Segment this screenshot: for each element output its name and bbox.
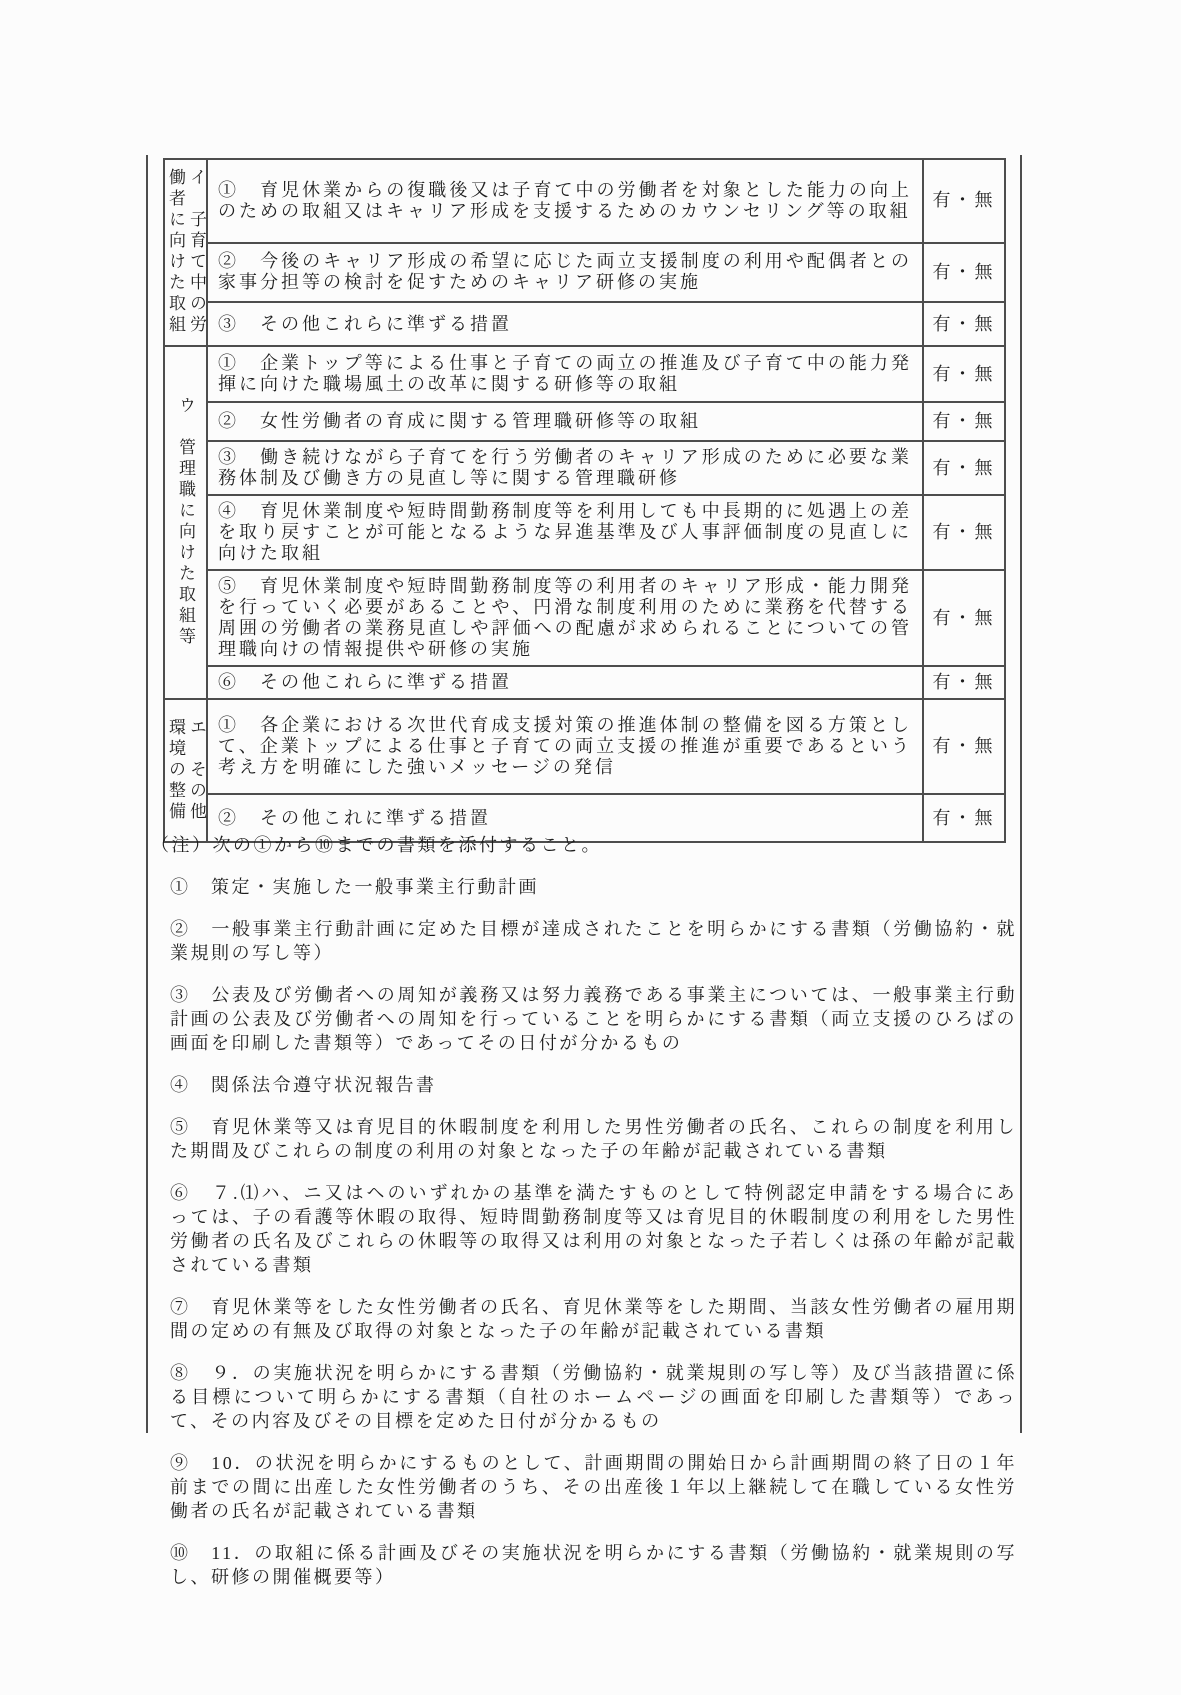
note-number: ⑤ xyxy=(170,1117,191,1137)
note-item xyxy=(170,1073,1017,1097)
note-number: ⑥ xyxy=(170,1183,191,1203)
section-label-line: 働者に向けた取組 xyxy=(166,168,185,336)
measure-text-cell xyxy=(207,346,923,402)
note-number: ④ xyxy=(170,1075,191,1095)
status-cell-yes-no: 有・無 xyxy=(923,794,1005,842)
measure-text-cell xyxy=(207,402,923,441)
table-row xyxy=(164,346,1005,402)
note-item xyxy=(170,917,1017,965)
measure-text-cell xyxy=(207,243,923,302)
item-number: ① xyxy=(218,715,240,735)
status-cell-yes-no: 有・無 xyxy=(923,570,1005,666)
note-text: 11．の取組に係る計画及びその実施状況を明らかにする書類（労働協約・就業規則の写し、研修の開催概要等） xyxy=(170,1543,1018,1587)
section-label-e xyxy=(164,699,207,842)
section-label-line: 環境の整備 xyxy=(166,717,185,823)
note-item xyxy=(170,1115,1017,1163)
note-text: ７.⑴ハ、ニ又はヘのいずれかの基準を満たすものとして特例認定申請をする場合にあっては、子の看護等休暇の取得、短時間勤務制度等又は育児目的休暇制度の利用をした男性労働者の氏名及びこれらの休暇等の取得又は利用の対象となった子若しくは孫の年齢が記載されている書類 xyxy=(170,1183,1017,1275)
table-row xyxy=(164,243,1005,302)
measure-text: 育児休業制度や短時間勤務制度等の利用者のキャリア形成・能力開発を行っていく必要があることや、円滑な制度利用のために業務を代替する周囲の労働者の業務見直しや評価への配慮が求められることについての管理職向けの情報提供や研修の実施 xyxy=(218,576,912,659)
note-text: 公表及び労働者への周知が義務又は努力義務である事業主については、一般事業主行動計画の公表及び労働者への周知を行っていることを明らかにする書類（両立支援のひろばの画面を印刷した書類等）であってその日付が分かるもの xyxy=(170,985,1017,1053)
note-item xyxy=(170,1361,1017,1433)
section-label-u xyxy=(164,346,207,699)
note-item xyxy=(170,875,1017,899)
item-number: ③ xyxy=(218,447,240,467)
measure-text: 企業トップ等による仕事と子育ての両立の推進及び子育て中の能力発揮に向けた職場風土の改革に関する研修等の取組 xyxy=(218,353,913,394)
item-number: ② xyxy=(218,807,239,828)
note-text: 育児休業等をした女性労働者の氏名、育児休業等をした期間、当該女性労働者の雇用期間の定めの有無及び取得の対象となった子の年齢が記載されている書類 xyxy=(170,1297,1018,1341)
section-label-u-vertical-text xyxy=(175,396,196,648)
table-row xyxy=(164,699,1005,794)
note-number: ② xyxy=(170,919,191,939)
status-cell-yes-no: 有・無 xyxy=(923,495,1005,570)
measure-text-cell xyxy=(207,570,923,666)
table-row xyxy=(164,402,1005,441)
measure-text-cell xyxy=(207,495,923,570)
table-row xyxy=(164,441,1005,495)
measure-text: 育児休業制度や短時間勤務制度等を利用しても中長期的に処遇上の差を取り戻すことが可能となるような昇進基準及び人事評価制度の見直しに向けた取組 xyxy=(218,501,912,563)
outer-frame-right-border xyxy=(1020,155,1022,1433)
item-number: ⑤ xyxy=(218,576,240,596)
note-number: ③ xyxy=(170,985,191,1005)
measure-text-cell xyxy=(207,699,923,794)
status-cell-yes-no: 有・無 xyxy=(923,441,1005,495)
note-item xyxy=(170,1541,1017,1589)
item-number: ① xyxy=(218,179,240,200)
measure-text: 女性労働者の育成に関する管理職研修等の取組 xyxy=(260,411,701,431)
item-number: ⑥ xyxy=(218,672,239,692)
section-label-line: イ 子育て中の労 xyxy=(187,168,206,336)
table-row xyxy=(164,570,1005,666)
note-item xyxy=(170,1181,1017,1277)
status-cell-yes-no: 有・無 xyxy=(923,699,1005,794)
item-number: ① xyxy=(218,353,240,373)
measure-text: その他これらに準ずる措置 xyxy=(260,313,512,334)
measure-text-cell xyxy=(207,159,923,243)
section-label-e-vertical-text xyxy=(165,718,207,823)
status-cell-yes-no: 有・無 xyxy=(923,666,1005,699)
item-number: ④ xyxy=(218,501,240,521)
item-number: ③ xyxy=(218,313,239,334)
status-cell-yes-no: 有・無 xyxy=(923,159,1005,243)
measure-text-cell xyxy=(207,302,923,346)
note-number: ⑩ xyxy=(170,1543,191,1563)
item-number: ② xyxy=(218,411,239,431)
section-label-i xyxy=(164,159,207,346)
measure-text: 働き続けながら子育てを行う労働者のキャリア形成のために必要な業務体制及び働き方の見直し等に関する管理職研修 xyxy=(218,447,912,488)
note-text: ９．の実施状況を明らかにする書類（労働協約・就業規則の写し等）及び当該措置に係る目標について明らかにする書類（自社のホームページの画面を印刷した書類等）であって、その内容及びその目標を定めた日付が分かるもの xyxy=(170,1363,1018,1431)
notes-section xyxy=(151,833,1017,1607)
note-item xyxy=(170,983,1017,1055)
measure-text-cell xyxy=(207,666,923,699)
measure-text: その他これに準ずる措置 xyxy=(260,807,491,828)
item-number: ② xyxy=(218,251,240,272)
section-label-line: エ その他 xyxy=(187,717,206,823)
measure-text: 育児休業からの復職後又は子育て中の労働者を対象とした能力の向上のための取組又はキャリア形成を支援するためのカウンセリング等の取組 xyxy=(218,179,912,221)
section-label-i-vertical-text xyxy=(165,168,207,336)
note-number: ⑧ xyxy=(170,1363,191,1383)
table-row xyxy=(164,666,1005,699)
note-text: 10．の状況を明らかにするものとして、計画期間の開始日から計画期間の終了日の１年前までの間に出産した女性労働者のうち、その出産後１年以上継続して在職している女性労働者の氏名が記載されている書類 xyxy=(170,1453,1017,1521)
status-cell-yes-no: 有・無 xyxy=(923,346,1005,402)
note-item xyxy=(170,1451,1017,1523)
table-row xyxy=(164,495,1005,570)
outer-frame-left-border xyxy=(146,155,148,1433)
measure-text: 各企業における次世代育成支援対策の推進体制の整備を図る方策として、企業トップによる仕事と子育ての両立支援の推進が重要であるという考え方を明確にした強いメッセージの発信 xyxy=(218,715,912,777)
status-cell-yes-no: 有・無 xyxy=(923,243,1005,302)
note-text: 一般事業主行動計画に定めた目標が達成されたことを明らかにする書類（労働協約・就業規則の写し等） xyxy=(170,919,1018,963)
table-row xyxy=(164,159,1005,243)
note-number: ⑦ xyxy=(170,1297,191,1317)
table-row xyxy=(164,302,1005,346)
note-number: ① xyxy=(170,877,191,897)
notes-header: （注）次の①から⑩までの書類を添付すること。 xyxy=(151,835,602,855)
measure-text: その他これらに準ずる措置 xyxy=(260,672,512,692)
measure-text: 今後のキャリア形成の希望に応じた両立支援制度の利用や配偶者との家事分担等の検討を促すためのキャリア研修の実施 xyxy=(218,251,912,293)
note-text: 策定・実施した一般事業主行動計画 xyxy=(211,877,539,897)
note-item xyxy=(170,1295,1017,1343)
note-text: 育児休業等又は育児目的休暇制度を利用した男性労働者の氏名、これらの制度を利用した期間及びこれらの制度の利用の対象となった子の年齢が記載されている書類 xyxy=(170,1117,1018,1161)
note-text: 関係法令遵守状況報告書 xyxy=(211,1075,437,1095)
section-label-line: ウ 管理職に向けた取組等 xyxy=(176,396,195,648)
measure-text-cell xyxy=(207,441,923,495)
note-number: ⑨ xyxy=(170,1453,191,1473)
attachment-measures-table xyxy=(163,158,1006,843)
status-cell-yes-no: 有・無 xyxy=(923,302,1005,346)
status-cell-yes-no: 有・無 xyxy=(923,402,1005,441)
